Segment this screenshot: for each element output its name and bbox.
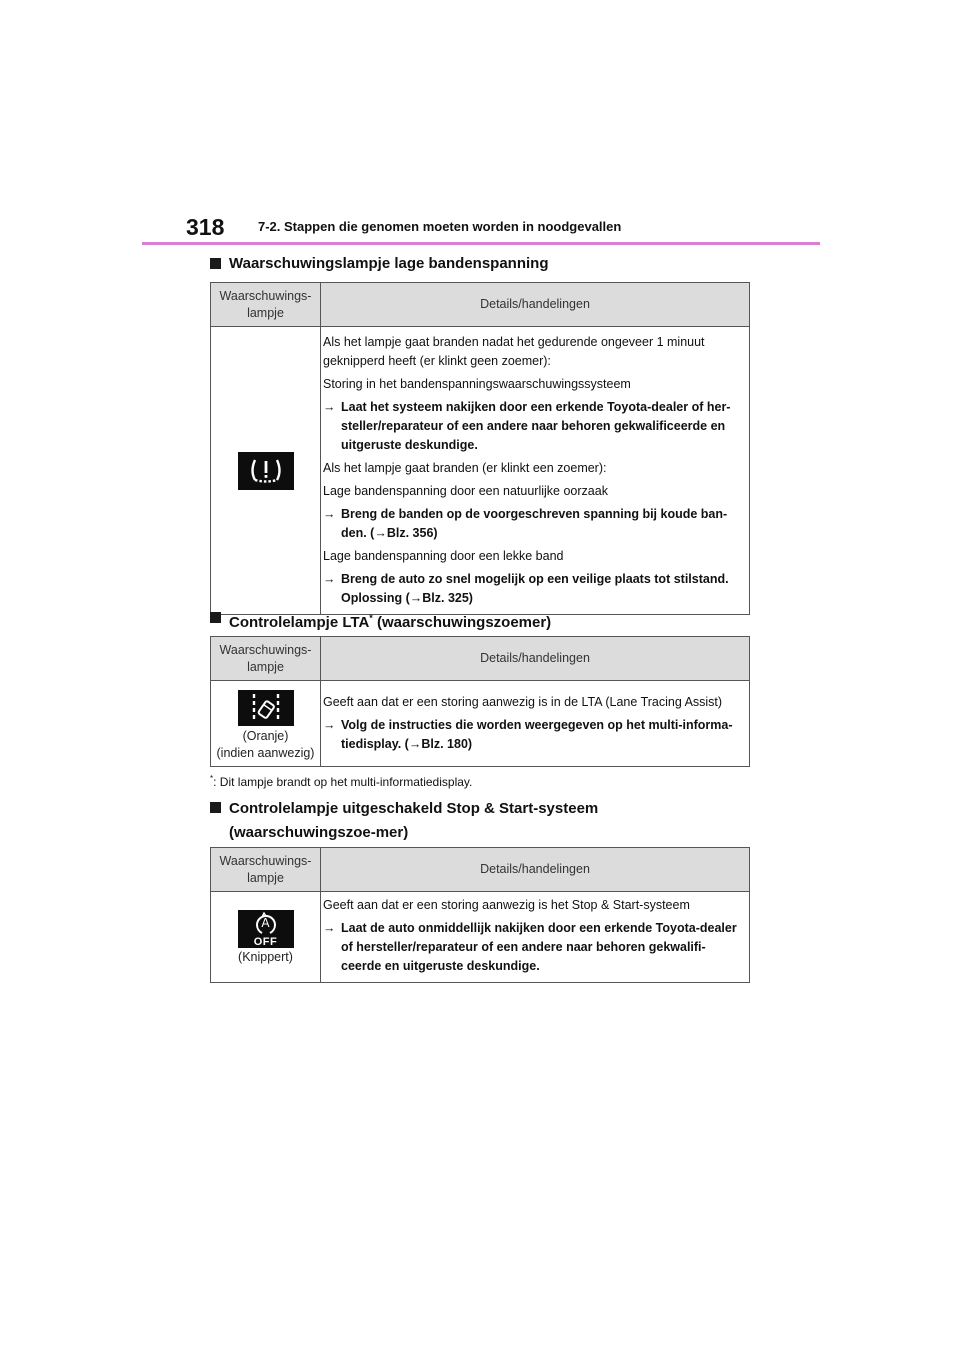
arrow-icon: → (323, 572, 336, 586)
page-number: 318 (186, 214, 225, 240)
bullet-square-icon (210, 258, 221, 269)
page-reference-link[interactable]: Blz. 356) (386, 526, 438, 540)
arrow-icon: → (323, 400, 336, 414)
table-header-lamp: Waarschuwings- lampje (211, 637, 321, 681)
details-cell: Als het lampje gaat branden nadat het gedurende ongeveer 1 minuut geknipperd heeft (er klinkt geen zoemer): Storing in het bandenspanningswaarschuwingssysteem → Laat het systeem nakijken door een erkende Toyota-dealer of her-steller/reparateur of een andere naar behoren gekwalificeerde en uitgeruste deskundige. Als het lampje gaat branden (er klinkt een zoemer): Lage bandenspanning door een natuurlijke oorzaak → Breng de banden op de voorgeschreven spanning bij koude ban-den. (→Blz. 356) Lage bandenspanning door een lekke band → Breng de auto zo snel mogelijk op een veilige plaats tot stilstand. Oplossing (→Blz. 325) (321, 327, 750, 615)
arrow-icon: → (323, 718, 336, 732)
lamp-cell (211, 327, 321, 615)
table-header-lamp: Waarschuwings- lampje (211, 283, 321, 327)
bullet-square-icon (210, 802, 221, 813)
details-cell: Geeft aan dat er een storing aanwezig is het Stop & Start-systeem → Laat de auto onmiddellijk nakijken door een erkende Toyota-dealer of hersteller/reparateur of een andere naar behoren gekwalifi-ceerde en uitgeruste deskundige. (321, 892, 750, 983)
header-rule (142, 242, 820, 245)
table-header-details: Details/handelingen (321, 848, 750, 892)
lamp-cell: (Oranje) (indien aanwezig) (211, 681, 321, 767)
table-header-lamp: Waarschuwings- lampje (211, 848, 321, 892)
tire-pressure-warning-icon (238, 452, 294, 490)
details-cell: Geeft aan dat er een storing aanwezig is in de LTA (Lane Tracing Assist) → Volg de instructies die worden weergegeven op het multi-informa-tiedisplay. (→Blz. 180) (321, 681, 750, 767)
stop-start-off-icon: A OFF (238, 910, 294, 948)
stop-start-table (210, 847, 750, 983)
footnote: *: Dit lampje brandt op het multi-informatiedisplay. (210, 774, 473, 789)
lamp-cell: A OFF (Knippert) (211, 892, 321, 983)
page-reference-link[interactable]: Blz. 180) (421, 737, 473, 751)
page-reference-link[interactable]: Blz. 325) (422, 591, 473, 605)
section-heading-stop-start: Controlelampje uitgeschakeld Stop & Start-systeem (waarschuwingszoe-mer) (210, 797, 750, 845)
arrow-icon: → (323, 921, 336, 935)
section-heading-lta: Controlelampje LTA* (waarschuwingszoemer) (210, 607, 750, 634)
arrow-icon: → (323, 507, 336, 521)
arrow-icon: → (374, 526, 387, 540)
arrow-icon: → (409, 591, 423, 605)
arrow-icon: → (408, 737, 422, 751)
lane-tracing-assist-icon (238, 690, 294, 726)
chapter-title: 7-2. Stappen die genomen moeten worden in noodgevallen (258, 219, 622, 234)
table-header-details: Details/handelingen (321, 283, 750, 327)
section-heading-tire-pressure: Waarschuwingslampje lage bandenspanning (210, 253, 750, 275)
lta-table (210, 636, 750, 767)
table-header-details: Details/handelingen (321, 637, 750, 681)
bullet-square-icon (210, 612, 221, 623)
tire-pressure-table (210, 282, 750, 615)
